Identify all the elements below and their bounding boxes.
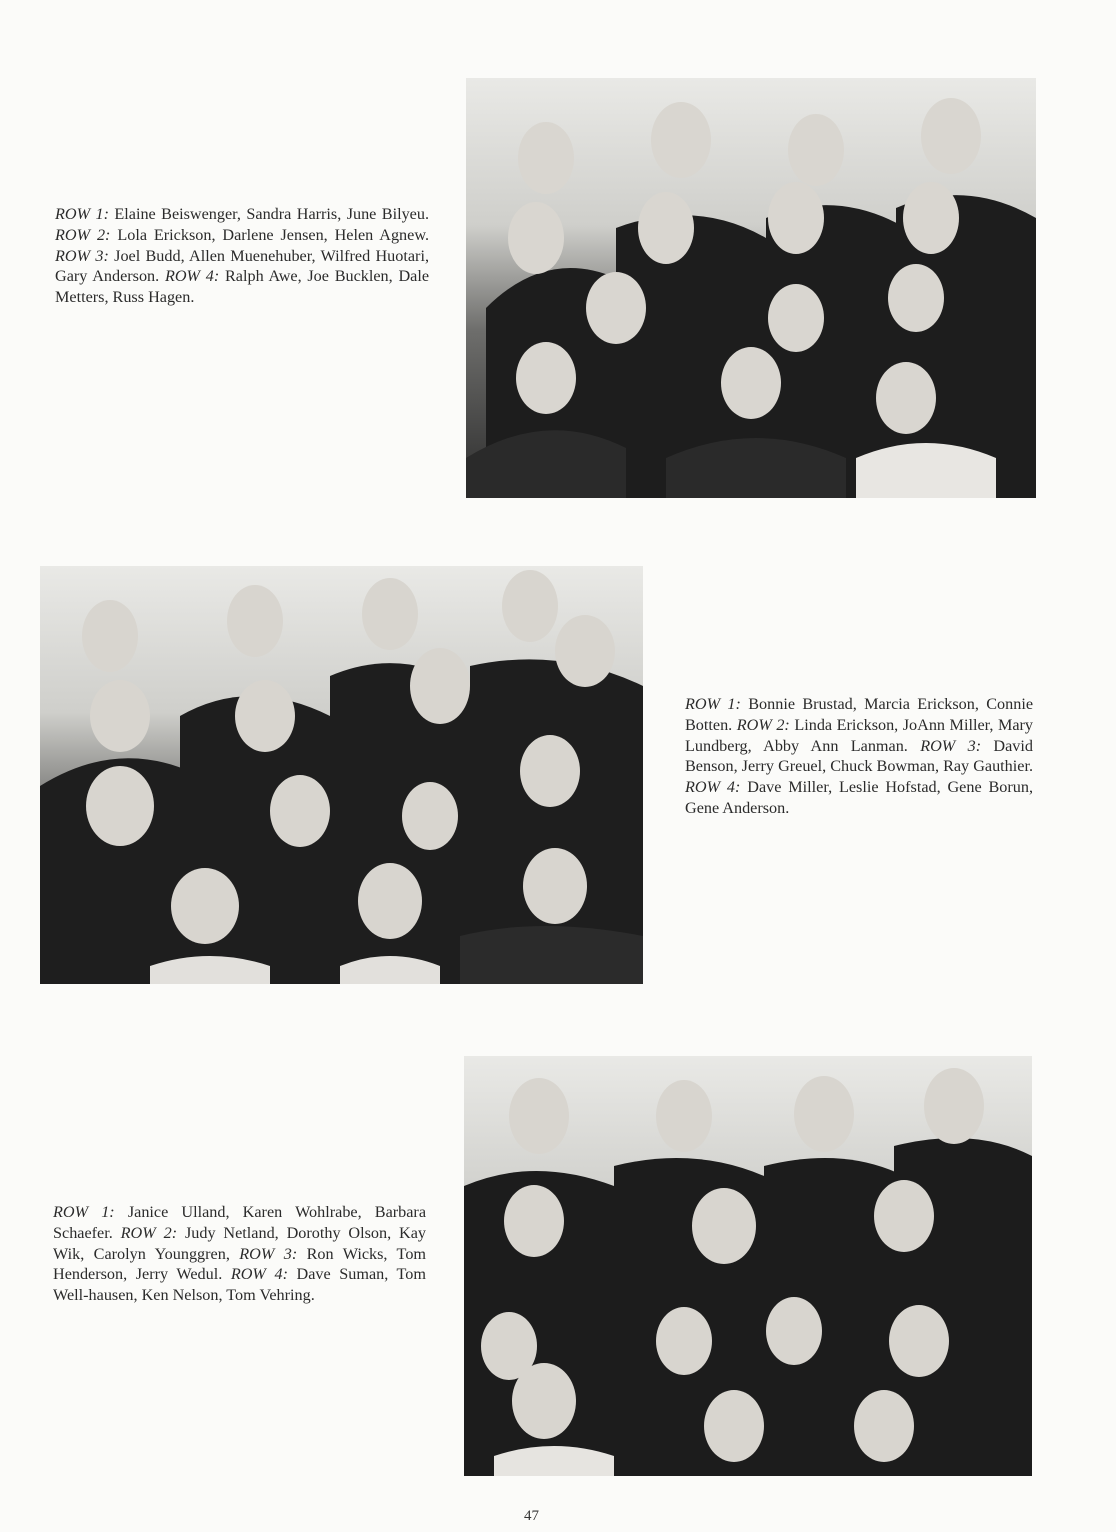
row-4-label: ROW 4: xyxy=(685,778,741,797)
row-3-label: ROW 3: xyxy=(55,246,109,265)
group-photo-2-image xyxy=(40,566,643,984)
row-3-names: David Benson, Jerry Greuel, Chuck Bowman, Ray Gauthier. xyxy=(685,736,1033,776)
row-4-names: Dave Suman, Tom Well-hausen, Ken Nelson, Tom Vehring. xyxy=(53,1265,426,1305)
row-4-label: ROW 4: xyxy=(230,1265,288,1284)
row-2-label: ROW 2: xyxy=(736,715,790,734)
row-3-names: Ron Wicks, Tom Henderson, Jerry Wedul. xyxy=(53,1244,427,1284)
row-2-names: Judy Netland, Dorothy Olson, Kay Wik, Carolyn Younggren, xyxy=(53,1223,427,1263)
row-1-names: Elaine Beiswenger, Sandra Harris, June Bilyeu. xyxy=(108,205,429,223)
row-1-names: Bonnie Brustad, Marcia Erickson, Connie Botten. xyxy=(685,695,1033,734)
row-1-label: ROW 1: xyxy=(55,205,109,223)
row-4-names: Dave Miller, Leslie Hofstad, Gene Borun, Gene Anderson. xyxy=(685,778,1034,817)
group-photo-3 xyxy=(464,1056,1032,1476)
group-photo-2 xyxy=(40,566,643,984)
row-1-names: Janice Ulland, Karen Wohlrabe, Barbara Schaefer. xyxy=(53,1203,427,1242)
group-photo-1 xyxy=(466,78,1036,498)
row-2-label: ROW 2: xyxy=(120,1223,178,1242)
row-1-label: ROW 1: xyxy=(53,1203,115,1221)
row-4-label: ROW 4: xyxy=(164,267,220,286)
caption-group-2 xyxy=(685,694,1033,819)
row-2-label: ROW 2: xyxy=(55,225,111,244)
group-photo-3-image xyxy=(464,1056,1032,1476)
row-2-names: Linda Erickson, JoAnn Miller, Mary Lundberg, Abby Ann Lanman. xyxy=(685,715,1034,755)
caption-group-3 xyxy=(53,1202,426,1306)
group-photo-1-image xyxy=(466,78,1036,498)
row-3-label: ROW 3: xyxy=(920,736,982,755)
row-2-names: Lola Erickson, Darlene Jensen, Helen Agnew. xyxy=(110,225,430,244)
row-3-label: ROW 3: xyxy=(239,1244,298,1263)
caption-group-1 xyxy=(55,204,429,308)
row-3-names: Joel Budd, Allen Muenehuber, Wilfred Huotari, Gary Anderson. xyxy=(55,246,429,286)
row-4-names: Ralph Awe, Joe Bucklen, Dale Metters, Russ Hagen. xyxy=(55,267,430,307)
page-number: 47 xyxy=(524,1508,539,1524)
row-1-label: ROW 1: xyxy=(685,695,741,713)
